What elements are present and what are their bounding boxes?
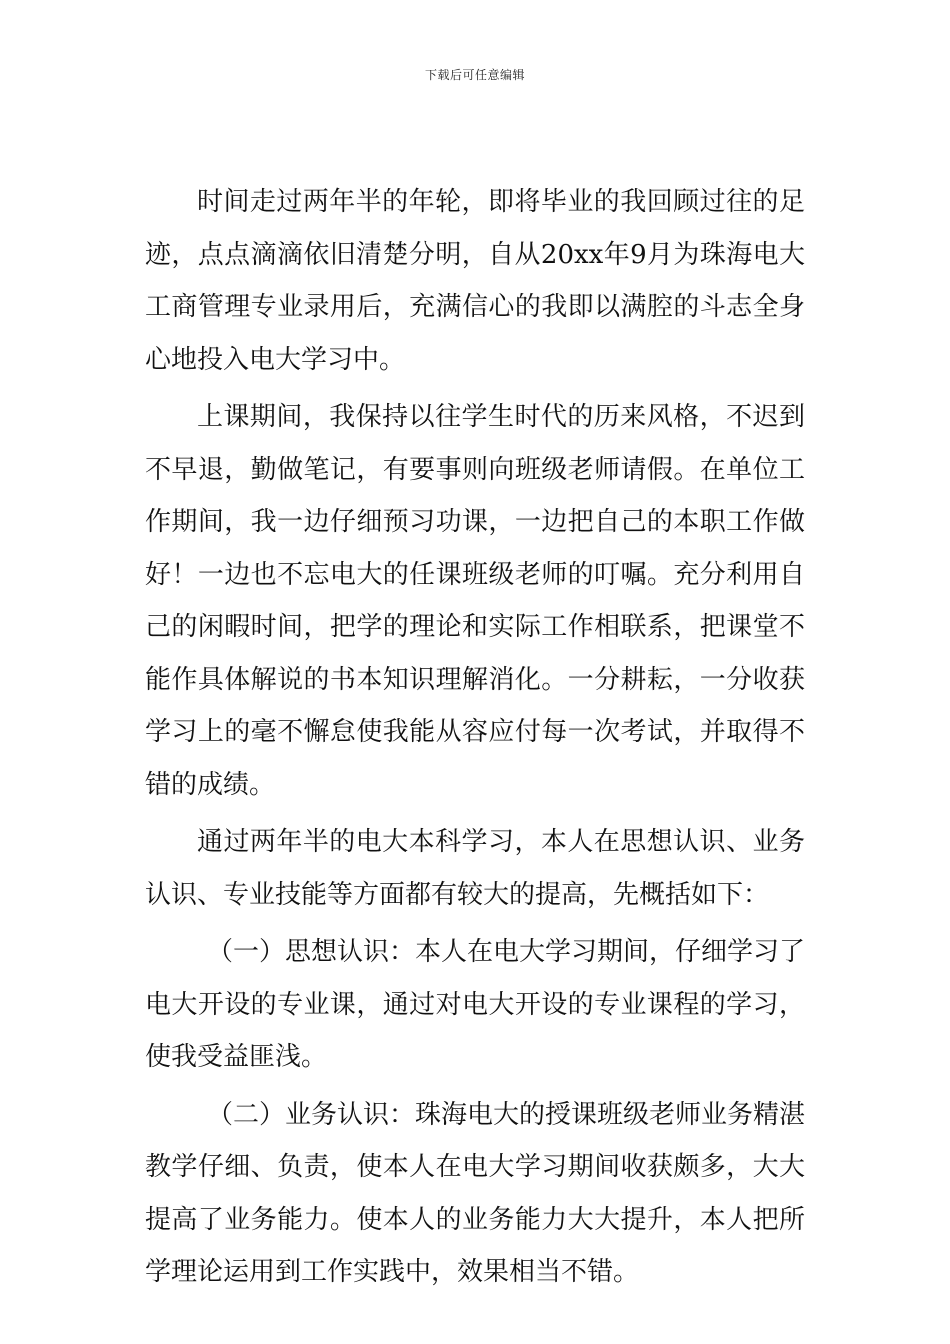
document-body <box>145 176 805 1304</box>
paragraph-thought-awareness: （一）思想认识：本人在电大学习期间，仔细学习了电大开设的专业课，通过对电大开设的专业课程的学习，使我受益匪浅。 <box>145 937 806 1072</box>
paragraph-intro: 时间走过两年半的年轮，即将毕业的我回顾过往的足迹，点点滴滴依旧清楚分明，自从20xx年9月为珠海电大工商管理专业录用后，充满信心的我即以满腔的斗志全身心地投入电大学习中。 <box>145 187 805 375</box>
paragraph-class-period: 上课期间，我保持以往学生时代的历来风格，不迟到不早退，勤做笔记，有要事则向班级老师请假。在单位工作期间，我一边仔细预习功课，一边把自己的本职工作做好！一边也不忘电大的任课班级老师的叮嘱。充分利用自己的闲暇时间，把学的理论和实际工作相联系，把课堂不能作具体解说的书本知识理解消化。一分耕耘，一分收获学习上的毫不懈怠使我能从容应付每一次考试，并取得不错的成绩。 <box>145 402 805 800</box>
paragraph-business-awareness: （二）业务认识：珠海电大的授课班级老师业务精湛教学仔细、负责，使本人在电大学习期间收获颇多，大大提高了业务能力。使本人的业务能力大大提升，本人把所学理论运用到工作实践中，效果相当不错。 <box>145 1099 806 1287</box>
paragraph-summary: 通过两年半的电大本科学习，本人在思想认识、业务认识、专业技能等方面都有较大的提高，先概括如下： <box>145 827 805 910</box>
header-note: 下载后可任意编辑 <box>424 68 525 82</box>
